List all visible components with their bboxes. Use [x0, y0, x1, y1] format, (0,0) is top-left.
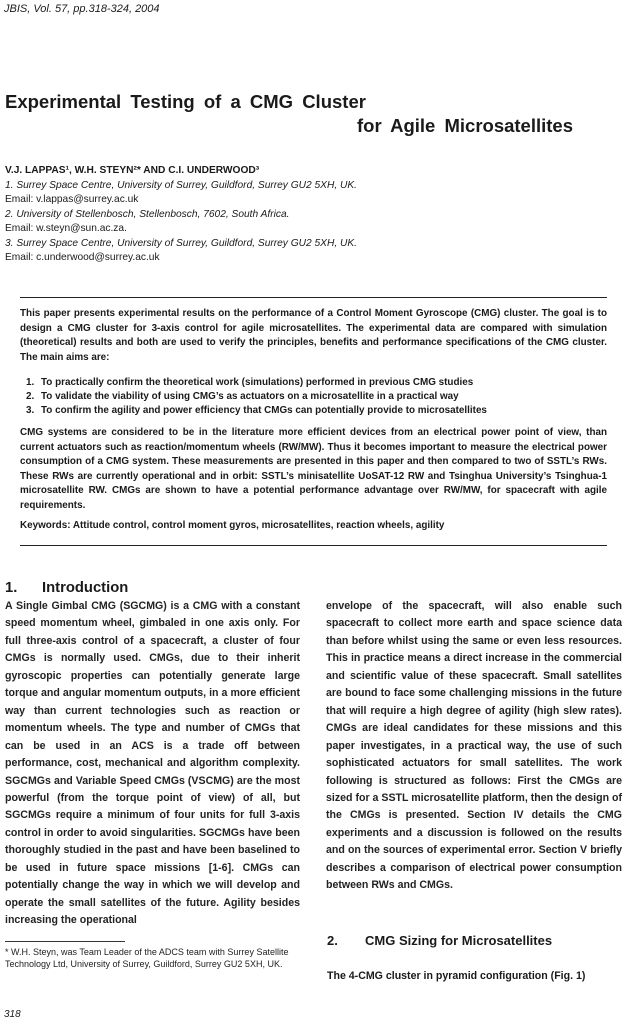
section-1-heading: 1. Introduction [5, 580, 129, 596]
section-2-first-line: The 4-CMG cluster in pyramid configuration (Fig. 1) [327, 970, 586, 982]
aim-item: 3. To confirm the agility and power efficiency that CMGs can potentially provide to microsatellites [26, 405, 487, 417]
abstract-paragraph-1: This paper presents experimental results on the performance of a Control Moment Gyroscope (CMG) cluster. The goal is to design a CMG cluster for 3-axis control for agile microsatellites. The experimental data are compared with simulation (theoretical) results and both are used to verify the principles, benefits and performance specifications of the CMG cluster. The main aims are: [20, 308, 607, 363]
keywords-value: Attitude control, control moment gyros, microsatellites, reaction wheels, agility [72, 520, 445, 531]
aims-list [26, 376, 606, 419]
affiliation-2: 2. University of Stellenbosch, Stellenbosch, 7602, South Africa. [5, 208, 290, 220]
aim-item: 2. To validate the viability of using CMG’s as actuators on a microsatellite in a practical way [26, 391, 459, 403]
author-names: V.J. LAPPAS¹, W.H. STEYN²* AND C.I. UNDERWOOD³ [5, 165, 260, 176]
paper-title-line-2: for Agile Microsatellites [357, 115, 574, 136]
abstract-top-rule [20, 297, 607, 298]
aim-item: 1. To practically confirm the theoretical work (simulations) performed in previous CMG studies [26, 377, 474, 388]
paper-title-line-1: Experimental Testing of a CMG Cluster [5, 91, 366, 112]
body-column-left: A Single Gimbal CMG (SGCMG) is a CMG with a constant speed momentum wheel, gimbaled in one axis only. For full three-axis control of a spacecraft, a cluster of four CMGs is normally used. CMGs, due to their inherit gyroscopic properties can potentially generate large torque and angular momentum outputs, in a more efficient way than current technologies such as reaction or momentum wheels. The type and number of CMGs that can be used in an ACS is a trade off between performance, cost, mechanical and algorithm complexity. SGCMGs and Variable Speed CMGs (VSCMG) are the most powerful (from the torque point of view) of all, but SGCMGs require a minimum of four units for full 3-axis control in order to avoid singularities. SGCMGs have been thoroughly studied in the past and have been baselined to be used in future space missions [1-6]. CMGs can potentially change the way in which we will develop and operate the small satellites of the future. Agility besides increasing the operational [5, 600, 300, 927]
abstract-bottom-rule [20, 545, 607, 546]
affiliation-3: 3. Surrey Space Centre, University of Surrey, Guildford, Surrey GU2 5XH, UK. [5, 237, 357, 249]
section-2-heading: 2. CMG Sizing for Microsatellites [327, 933, 553, 948]
keywords-label: Keywords: [20, 520, 71, 531]
page-number: 318 [4, 1009, 21, 1020]
footnote-rule [5, 941, 125, 942]
email-2: Email: w.steyn@sun.ac.za. [5, 223, 127, 234]
email-1: Email: v.lappas@surrey.ac.uk [5, 194, 139, 205]
journal-citation: JBIS, Vol. 57, pp.318-324, 2004 [4, 3, 160, 15]
body-column-right: envelope of the spacecraft, will also enable such spacecraft to collect more earth and space science data than before whilst using the same or even less resources. This in practice means a direct increase in the commercial and scientific value of these spacecraft. Small satellites are bound to face some challenging missions in the future that will require a high degree of agility (high slew rates). CMGs are ideal candidates for these missions and this paper investigates, in a practical way, the use of such sophisticated actuators for small satellites. The work following is structured as follows: First the CMGs are sized for a SSTL microsatellite platform, then the design of the CMGs is presented. Section IV details the CMG experiments and a discussion is followed on the results and on the sources of experimental error. Section V briefly describes a comparison of electrical power consumption between RWs and CMGs. [326, 600, 622, 892]
keywords [20, 520, 444, 531]
footnote: * W.H. Steyn, was Team Leader of the ADCS team with Surrey Satellite Technology Ltd, University of Surrey, Guildford, Surrey GU2 5XH, UK. [5, 947, 289, 970]
affiliation-1: 1. Surrey Space Centre, University of Surrey, Guildford, Surrey GU2 5XH, UK. [5, 179, 357, 191]
author-block [5, 164, 565, 266]
email-3: Email: c.underwood@surrey.ac.uk [5, 252, 160, 263]
abstract-paragraph-2: CMG systems are considered to be in the literature more efficient devices from an electrical power point of view, than current actuators such as reaction/momentum wheels (RW/MW). Thus it becomes important to measure the electrical power consumption of a CMG system. These measurements are presented in this paper and then compared to two of SSTL’s RWs. These RWs are currently operational and in orbit: SSTL’s minisatellite UoSAT-12 RW and Tsinghua University’s Tsinghua-1 microsatellite RW. CMGs are shown to have a potential performance advantage over RW/MW, for spacecraft with agile requirements. [20, 427, 607, 511]
